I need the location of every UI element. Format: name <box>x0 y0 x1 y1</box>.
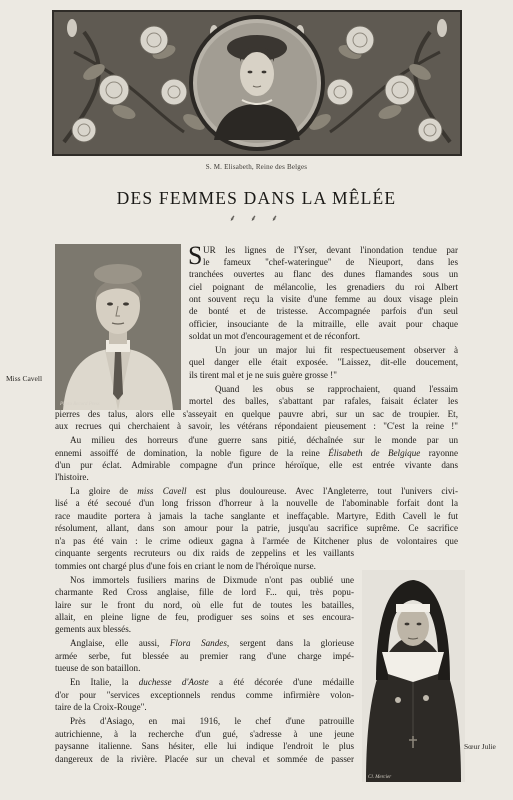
article-line: de bonté et de tristesse. Accompagnée parfois d'un seul <box>189 306 458 316</box>
article-line: cinquante sergents recruteurs ou dix raids de zeppelins et les vaillants <box>55 548 354 558</box>
article-line: Un jour un major lui fit respectueusement observer à <box>215 345 458 355</box>
article-line: autrichienne, à la recherche d'un gué, s'adresse à une jeune <box>55 729 354 739</box>
article-line: tueuse de son bataillon. <box>55 663 141 673</box>
article-title: DES FEMMES DANS LA MÊLÉE <box>116 188 397 208</box>
article-line: officier, insouciante de la mitraille, elle avait pour chaque <box>189 319 458 329</box>
article-line: tommies ont chargé plus d'une fois en criant le nom de l'héroïque nurse. <box>55 561 316 571</box>
article-line: ennemi assoiffé de domination, la noble figure de la reine Élisabeth de Belgique rayonne <box>55 448 459 458</box>
photo-credit-julie: Cl. Mercier <box>368 775 392 780</box>
article-line: n'a pas été vain : le crime odieux gagna à l'armée de Kitchener plus de volontaires que <box>55 536 458 546</box>
title-ornament: ⸙ ⸙ ⸙ <box>229 213 284 223</box>
article-line: gements aux blessés. <box>55 624 132 634</box>
article-line: Anglaise, elle aussi, Flora Sandes, sergent dans la glorieuse <box>70 638 354 648</box>
article-line: d'or pour "services exceptionnels rendus comme infirmière volon- <box>55 690 354 700</box>
article-line: l'histoire. <box>55 472 89 482</box>
miss-cavell-photo <box>55 244 181 410</box>
article-line: Au milieu des horreurs d'une guerre sans pitié, déchaînée sur le monde par un <box>70 435 458 445</box>
article-line: ciel poignant de mélancolie, les grenadiers du roi Albert <box>189 282 458 292</box>
article-line: UR les lignes de l'Yser, devant l'inondation tendue par <box>203 245 458 255</box>
article-line: ils tirent mal et je ne suis guère grosse !" <box>189 370 337 380</box>
article-line: d'un pur éclat. Admirable compagne d'un prince héroïque, elle est entrée vivante dans <box>55 460 458 470</box>
photo-credit-cavell: Photo Record Press <box>60 402 100 407</box>
article-line: résolument, allant, dans son amour pour la patrie, jusqu'au sacrifice suprême. Ce sacrifice <box>55 523 458 533</box>
article-line: race maudite portera à jamais la tache sanglante et ineffaçable. Martyre, Edith Cavell le fut <box>55 511 458 521</box>
article-line: pierres des talus, alors elle s'asseyait en quelque pauvre abri, sur un sac de troupier. Et, <box>55 409 458 419</box>
article-line: Quand les obus se rapprochaient, quand l'essaim <box>215 384 458 394</box>
article-line: aux recrues qui cherchaient à savoir, les vétérans répondaient pieusement : "C'est la reine !" <box>55 421 458 431</box>
article-line: armée serbe, fut blessée au premier rang d'une charge impé- <box>55 651 354 661</box>
article-line: dangereux de la rivière. Placée sur un cheval et sommée de passer <box>55 754 354 764</box>
header-ornament <box>52 10 462 156</box>
article-line: quel danger elle était exposée. "Laissez, dit-elle doucement, <box>189 357 458 367</box>
portrait-caption: S. M. Elisabeth, Reine des Belges <box>205 163 308 171</box>
miss-cavell-caption: Miss Cavell <box>6 374 43 383</box>
article-line: laire sur le front du nord, où elle fut de toutes les batailles, <box>55 600 354 610</box>
article-line: paysanne italienne. Sans hésiter, elle lui indique l'endroit le plus <box>55 741 354 751</box>
article-line: taire de la Croix-Rouge". <box>55 702 147 712</box>
article-line: mortel des balles, s'abattant par rafales, faisait éclater les <box>189 396 458 406</box>
article-line: ont souvent reçu la visite d'une femme au doux visage plein <box>189 294 458 304</box>
article-line: tranchées ouvertes au flanc des dunes flamandes sous un <box>189 269 458 279</box>
article-line: soldat un mot d'encouragement et de réconfort. <box>189 331 361 341</box>
article-line: allait, en pleine ligne de feu, prodiguer ses soins et ses encoura- <box>55 612 354 622</box>
article-line: lisé a été secoué d'un long frisson d'horreur à la nouvelle de l'abominable forfait dont la <box>55 498 458 508</box>
soeur-julie-caption: Sœur Julie <box>464 742 496 751</box>
floral-frame-illustration <box>54 12 460 154</box>
article-line: La gloire de miss Cavell est plus douloureuse. Avec l'Angleterre, tout l'univers civi- <box>70 486 458 496</box>
drop-cap: S <box>188 241 203 270</box>
soeur-julie-photo <box>362 570 465 782</box>
article-line: Près d'Asiago, en mai 1916, le chef d'une patrouille <box>70 716 354 726</box>
article-line: le fameux "chef-wateringue" de Nieuport, dans les <box>203 257 458 267</box>
article-line: Nos immortels fusiliers marins de Dixmude n'ont pas oublié une <box>70 575 354 585</box>
article-line: charmante Red Cross anglaise, fille de lord F... qui, très popu- <box>55 587 354 597</box>
article-line: En Italie, la duchesse d'Aoste a été décorée d'une médaille <box>70 677 354 687</box>
